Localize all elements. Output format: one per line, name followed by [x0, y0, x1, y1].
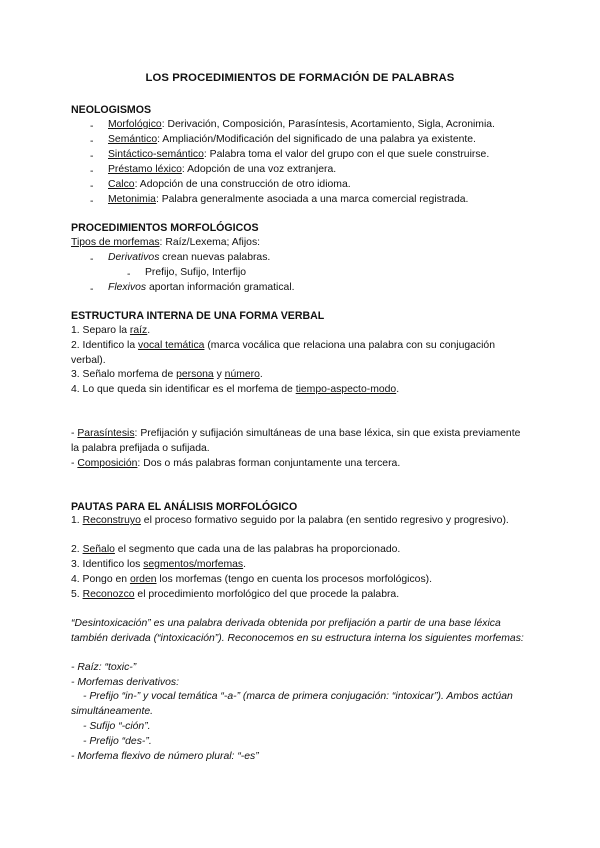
list-item: [108, 178, 351, 193]
list-item: [108, 148, 489, 163]
bullet-dash: -: [90, 166, 94, 177]
bullet-dash: -: [90, 136, 94, 147]
tipos-de-morfemas-line: [71, 236, 260, 251]
derivativos-term: Derivativos: [108, 252, 160, 263]
ejemplo-prefijo-in: - Prefijo “in-” y vocal temática “-a-” (marca de primera conjugación: “intoxicar”). Ambos actúan simultáneamente.: [71, 691, 513, 717]
item-text: : Derivación, Composición, Parasíntesis, Acortamiento, Sigla, Acronimia.: [161, 119, 495, 130]
bullet-dash: -: [90, 151, 94, 162]
item-text: : Adopción de una voz extranjera.: [181, 164, 337, 175]
item-text: : Palabra toma el valor del grupo con el que suele construirse.: [203, 149, 490, 160]
heading-procedimientos-morfologicos: PROCEDIMIENTOS MORFOLÓGICOS: [71, 222, 259, 234]
bullet-dash: -: [90, 181, 94, 192]
pautas-step-5: 5. Reconozco el procedimiento morfológico del que procede la palabra.: [71, 589, 400, 600]
bullet-dash: -: [90, 254, 94, 265]
flexivos-term: Flexivos: [108, 282, 147, 293]
ejemplo-raiz: - Raíz: “toxic-”: [71, 662, 137, 673]
item-term: Metonimia: [108, 194, 156, 205]
estructura-step-4: 4. Lo que queda sin identificar es el morfema de tiempo-aspecto-modo.: [71, 384, 400, 395]
list-item: [108, 193, 468, 208]
pautas-step-4: 4. Pongo en orden los morfemas (tengo en cuenta los procesos morfológicos).: [71, 574, 432, 585]
item-text: : Palabra generalmente asociada a una marca comercial registrada.: [155, 194, 469, 205]
ejemplo-morfema-flexivo: - Morfema flexivo de número plural: “-es”: [71, 751, 259, 762]
flexivos-item: [108, 281, 295, 296]
ejemplo-sufijo-cion: - Sufijo “-ción”.: [83, 721, 151, 732]
heading-neologismos: NEOLOGISMOS: [71, 104, 152, 116]
ejemplo-prefijo-des: - Prefijo “des-”.: [83, 736, 152, 747]
item-text: : Adopción de una construcción de otro idioma.: [134, 179, 351, 190]
heading-estructura-interna: ESTRUCTURA INTERNA DE UNA FORMA VERBAL: [71, 310, 325, 322]
definicion-parasintesis: - Parasíntesis: Prefijación y sufijación simultáneas de una base léxica, sin que exista previamente la palabra prefijada o sufijada.: [71, 428, 521, 454]
item-term: Sintáctico-semántico: [108, 149, 204, 160]
estructura-step-1: 1. Separo la raíz.: [71, 325, 151, 336]
tipos-text: : Raíz/Lexema; Afijos:: [159, 237, 261, 248]
list-item: [108, 163, 336, 178]
estructura-step-2: 2. Identifico la vocal temática (marca vocálica que relaciona una palabra con su conjugación verbal).: [71, 340, 495, 366]
heading-pautas-analisis: PAUTAS PARA EL ANÁLISIS MORFOLÓGICO: [71, 501, 298, 513]
item-text: : Ampliación/Modificación del significado de una palabra ya existente.: [157, 134, 476, 145]
bullet-dash: -: [90, 284, 94, 295]
pautas-step-1: 1. Reconstruyo el proceso formativo seguido por la palabra (en sentido regresivo y progresivo).: [71, 515, 509, 526]
pautas-step-2: 2. Señalo el segmento que cada una de las palabras ha proporcionado.: [71, 544, 401, 555]
item-term: Préstamo léxico: [108, 164, 182, 175]
item-term: Calco: [108, 179, 135, 190]
bullet-dash: -: [127, 269, 131, 280]
derivativos-text: crean nuevas palabras.: [159, 252, 271, 263]
ejemplo-intro: “Desintoxicación” es una palabra derivada obtenida por prefijación a partir de una base léxica también derivada (“intoxicación”). Reconocemos en su estructura interna los siguientes morfemas:: [71, 618, 524, 644]
document-title: LOS PROCEDIMIENTOS DE FORMACIÓN DE PALABRAS: [145, 72, 455, 84]
list-item: [108, 118, 495, 133]
item-term: Semántico: [108, 134, 158, 145]
ejemplo-morfemas-derivativos: - Morfemas derivativos:: [71, 677, 179, 688]
bullet-dash: -: [90, 121, 94, 132]
bullet-dash: -: [90, 196, 94, 207]
definicion-composicion: - Composición: Dos o más palabras forman conjuntamente una tercera.: [71, 458, 401, 469]
afijos-sub-item: Prefijo, Sufijo, Interfijo: [145, 267, 247, 278]
tipos-term: Tipos de morfemas: [71, 237, 160, 248]
estructura-step-3: 3. Señalo morfema de persona y número.: [71, 369, 263, 380]
list-item: [108, 133, 476, 148]
derivativos-item: [108, 251, 270, 266]
item-term: Morfológico: [108, 119, 162, 130]
pautas-step-3: 3. Identifico los segmentos/morfemas.: [71, 559, 246, 570]
flexivos-text: aportan información gramatical.: [146, 282, 295, 293]
